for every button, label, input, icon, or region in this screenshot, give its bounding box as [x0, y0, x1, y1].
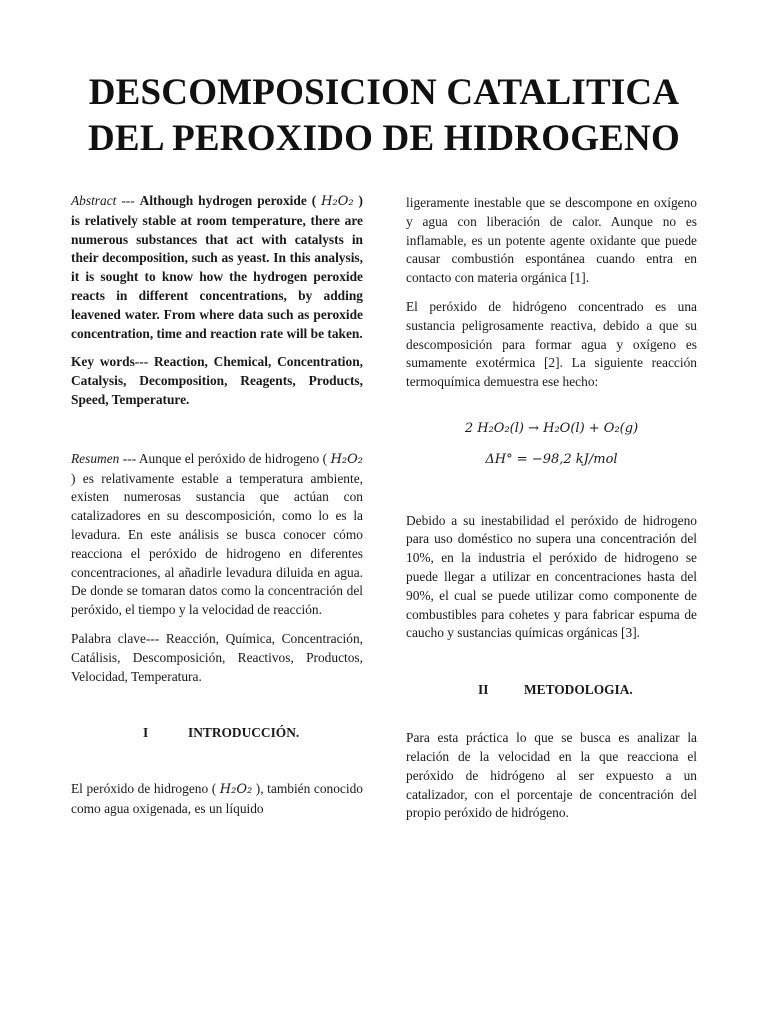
intro-formula: H₂O₂: [219, 782, 253, 798]
resumen-sep: ---: [119, 450, 139, 466]
abstract-text-1: Although hydrogen peroxide (: [139, 193, 317, 208]
resumen-text-2: ) es relativamente estable a temperatura ambiente, existen numerosas sustancia que actúan con catalizadores en su descomposición, como lo es la levadura. En este análisis se busca conocer cómo reacciona el peróxido de hidrogeno en diferentes concentraciones, al añadirle levadura diluida en agua. De donde se tomaran datos como la concentración del peróxido, el tiempo y la velocidad de reacción.: [71, 470, 363, 618]
resumen-formula: H₂O₂: [330, 451, 363, 467]
abstract-label: Abstract: [71, 193, 117, 208]
left-column: [71, 192, 363, 829]
intro-text-2: ), también conocido como agua oxigenada, es un líquido: [71, 781, 363, 817]
methodology-paragraph: Para esta práctica lo que se busca es analizar la relación de la velocidad en la que reacciona el peróxido de hidrógeno al ser expuesto a un catalizador, con el porcentaje de concentración del propio peróxido de hidrógeno.: [406, 730, 697, 821]
title-line-1: DESCOMPOSICION CATALITICA: [88, 72, 680, 113]
abstract-text-2: ) is relatively stable at room temperature, there are numerous substances that act with catalysts in their decomposition, such as yeast. In this analysis, it is sought to know how the hydrogen peroxide reacts in different concentrations, by adding leavened water. From where data such as peroxide concentration, time and reaction rate will be taken.: [71, 193, 363, 341]
intro-continuation-paragraph: ligeramente inestable que se descompone en oxígeno y agua con liberación de calor. Aunque no es inflamable, es un potente agente oxidante que puede causar combustión espontánea cuando entra en contacto con materia orgánica [1].: [406, 195, 697, 286]
resumen-paragraph: [71, 450, 363, 620]
section-label: INTRODUCCIÓN.: [188, 725, 300, 741]
abstract-formula: H₂O₂: [321, 194, 354, 209]
peroxide-reactivity-paragraph: El peróxido de hidrógeno concentrado es una sustancia peligrosamente reactiva, debido a que su descomposición para formar agua y oxígeno es sumamente exotérmica [2]. La siguiente reacción termoquímica demuestra ese hecho:: [406, 298, 697, 390]
resumen-text-1: Aunque el peróxido de hidrogeno (: [138, 450, 328, 466]
reaction-equation: 2 H₂O₂(l) → H₂O(l) + O₂(g): [464, 420, 639, 436]
resumen-label: Resumen: [71, 450, 120, 466]
right-column: [406, 194, 697, 833]
intro-paragraph: [71, 780, 363, 819]
keywords-paragraph: Key words--- Reaction, Chemical, Concentration, Catalysis, Decomposition, Reagents, Products, Speed, Temperature.: [71, 354, 363, 407]
section-heading-introduccion: [71, 724, 363, 744]
enthalpy-equation: ΔH° = −98,2 kJ/mol: [485, 451, 618, 467]
section-heading-metodologia: [406, 681, 697, 701]
paper-title: [40, 70, 728, 162]
intro-text-1: El peróxido de hidrogeno (: [71, 781, 217, 797]
palabras-clave-paragraph: Palabra clave--- Reacción, Química, Concentración, Catálisis, Descomposición, Reactivos, Productos, Velocidad, Temperatura.: [71, 630, 363, 684]
abstract-paragraph: [71, 192, 363, 343]
instability-paragraph: Debido a su inestabilidad el peróxido de hidrogeno para uso doméstico no supera una concentración del 10%, en la industria el peróxido de hidrogeno se puede llegar a utilizar en concentraciones hasta del 90%, el cual se puede utilizar como componente de combustibles para cohetes y para fabricar espuma de caucho y sustancias químicas orgánicas [3].: [406, 512, 697, 641]
abstract-sep: ---: [116, 193, 140, 208]
section-number: II: [478, 682, 489, 698]
title-line-2: DEL PEROXIDO DE HIDROGENO: [88, 118, 680, 159]
section-number: I: [143, 725, 149, 741]
section-label: METODOLOGIA.: [524, 682, 633, 698]
